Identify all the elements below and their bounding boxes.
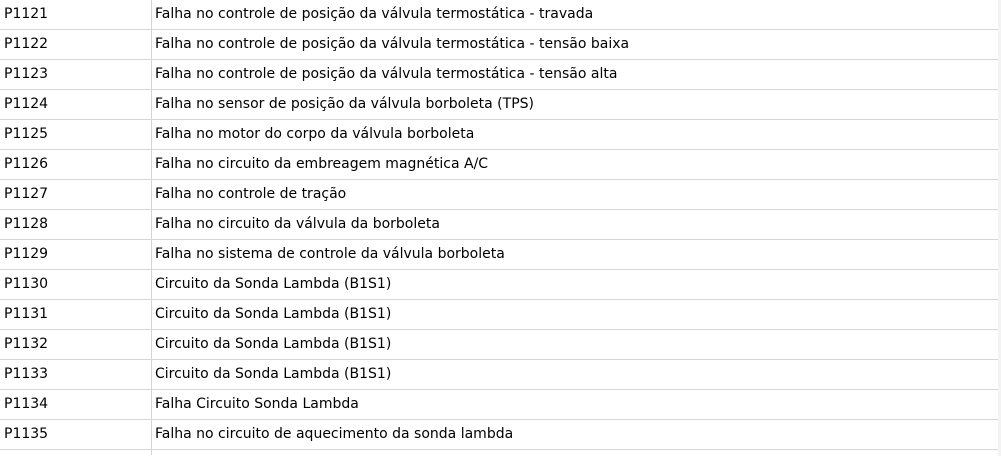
code-cell[interactable]: P1125 — [0, 120, 152, 149]
code-cell[interactable]: P1124 — [0, 90, 152, 119]
description-cell[interactable]: Falha no sensor de posição da válvula borboleta (TPS) — [155, 96, 534, 112]
description-cell[interactable]: Falha no circuito da embreagem magnética A/C — [155, 156, 489, 172]
code-cell[interactable]: P1126 — [0, 150, 152, 179]
table-row[interactable] — [0, 30, 998, 60]
table-row[interactable] — [0, 150, 998, 180]
description-cell[interactable]: Falha no circuito da válvula da borboleta — [155, 216, 440, 232]
description-cell[interactable]: Falha no controle de posição da válvula termostática - tensão alta — [155, 66, 618, 82]
table-row[interactable] — [0, 120, 998, 150]
code-cell[interactable]: P1123 — [0, 60, 152, 89]
table-row[interactable] — [0, 420, 998, 450]
description-cell[interactable]: Circuito da Sonda Lambda (B1S1) — [155, 306, 392, 322]
code-cell[interactable]: P1121 — [0, 0, 152, 29]
code-cell[interactable]: P1130 — [0, 270, 152, 299]
code-cell[interactable]: P1129 — [0, 240, 152, 269]
description-cell[interactable]: Falha no controle de posição da válvula termostática - tensão baixa — [155, 36, 630, 52]
table-row-partial — [0, 450, 998, 455]
table-row[interactable] — [0, 330, 998, 360]
description-cell[interactable]: Falha Circuito Sonda Lambda — [155, 396, 359, 412]
code-cell[interactable]: P1134 — [0, 390, 152, 419]
table-row[interactable] — [0, 90, 998, 120]
table-row[interactable] — [0, 390, 998, 420]
code-cell[interactable]: P1131 — [0, 300, 152, 329]
table-row[interactable] — [0, 270, 998, 300]
code-cell[interactable]: P1127 — [0, 180, 152, 209]
description-cell[interactable]: Circuito da Sonda Lambda (B1S1) — [155, 366, 392, 382]
description-cell[interactable]: Falha no sistema de controle da válvula borboleta — [155, 246, 505, 262]
description-cell[interactable]: Falha no controle de tração — [155, 186, 347, 202]
code-cell[interactable]: P1132 — [0, 330, 152, 359]
table-row[interactable] — [0, 0, 998, 30]
code-cell[interactable]: P1135 — [0, 420, 152, 449]
code-cell-empty — [0, 450, 152, 455]
table-row[interactable] — [0, 300, 998, 330]
code-cell[interactable]: P1122 — [0, 30, 152, 59]
description-cell-empty — [152, 450, 998, 455]
description-cell[interactable]: Circuito da Sonda Lambda (B1S1) — [155, 336, 392, 352]
table-row[interactable] — [0, 360, 998, 390]
table-row[interactable] — [0, 210, 998, 240]
description-cell[interactable]: Falha no motor do corpo da válvula borboleta — [155, 126, 475, 142]
description-cell[interactable]: Circuito da Sonda Lambda (B1S1) — [155, 276, 392, 292]
table-row[interactable] — [0, 180, 998, 210]
table-row[interactable] — [0, 60, 998, 90]
description-cell[interactable]: Falha no circuito de aquecimento da sonda lambda — [155, 426, 514, 442]
table-row[interactable] — [0, 240, 998, 270]
code-cell[interactable]: P1128 — [0, 210, 152, 239]
code-cell[interactable]: P1133 — [0, 360, 152, 389]
description-cell[interactable]: Falha no controle de posição da válvula termostática - travada — [155, 6, 594, 22]
